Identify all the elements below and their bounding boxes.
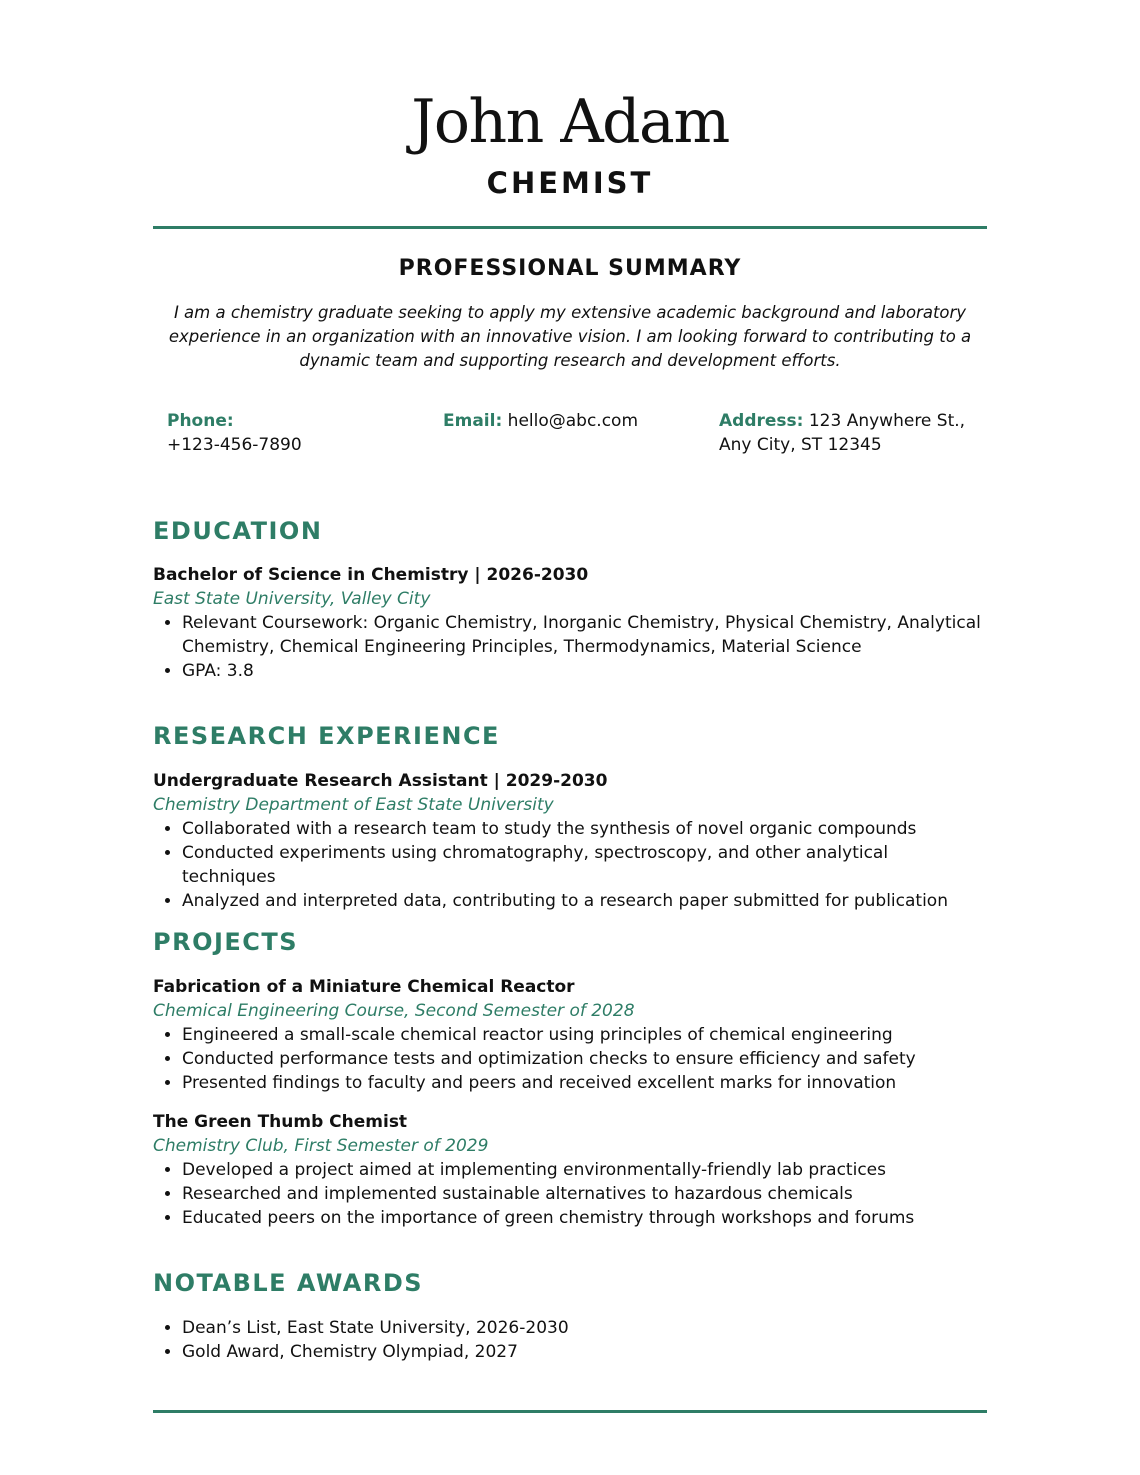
- awards-entry: [153, 1316, 987, 1364]
- education-bullets: [153, 611, 987, 683]
- footer-divider: [153, 1410, 987, 1413]
- list-item: • Conducted performance tests and optimization checks to ensure efficiency and safety: [182, 1047, 987, 1071]
- project-entry: [153, 975, 987, 1095]
- contact-info: [167, 409, 987, 461]
- project-bullets: [153, 1158, 987, 1230]
- project-bullets: [153, 1023, 987, 1095]
- list-item: • Conducted experiments using chromatography, spectroscopy, and other analytical techniques: [182, 841, 987, 889]
- phone-value: +123-456-7890: [167, 435, 302, 455]
- school-name: East State University, Valley City: [153, 589, 431, 609]
- project-entry: [153, 1110, 987, 1230]
- education-heading: EDUCATION: [153, 517, 323, 545]
- research-bullets: [153, 817, 987, 913]
- list-item: • Presented findings to faculty and peers and received excellent marks for innovation: [182, 1071, 987, 1095]
- projects-heading: PROJECTS: [153, 928, 299, 956]
- list-item: • GPA: 3.8: [182, 659, 987, 683]
- contact-phone: [167, 409, 427, 457]
- list-item: • Collaborated with a research team to study the synthesis of novel organic compounds: [182, 817, 987, 841]
- email-label: Email:: [443, 411, 503, 431]
- list-item: • Engineered a small-scale chemical reactor using principles of chemical engineering: [182, 1023, 987, 1047]
- list-item: • Analyzed and interpreted data, contributing to a research paper submitted for publication: [182, 889, 987, 913]
- project-name: Fabrication of a Miniature Chemical Reactor: [153, 977, 575, 997]
- contact-address: [719, 409, 987, 457]
- header-divider: [153, 226, 987, 229]
- research-position: Undergraduate Research Assistant | 2029-2030: [153, 771, 608, 791]
- address-label: Address:: [719, 411, 804, 431]
- list-item: • Developed a project aimed at implementing environmentally-friendly lab practices: [182, 1158, 987, 1182]
- email-value: hello@abc.com: [507, 411, 639, 431]
- candidate-role: CHEMIST: [486, 166, 654, 200]
- summary-heading: PROFESSIONAL SUMMARY: [398, 256, 742, 281]
- project-context: Chemical Engineering Course, Second Semester of 2028: [153, 1001, 635, 1021]
- summary-text: I am a chemistry graduate seeking to apply my extensive academic background and laboratory experience in an organization with an innovative vision. I am looking forward to contributing to a dynamic team and supporting research and development efforts.: [168, 303, 972, 370]
- awards-bullets: [153, 1316, 987, 1364]
- degree-title: Bachelor of Science in Chemistry | 2026-2030: [153, 565, 589, 585]
- list-item: • Relevant Coursework: Organic Chemistry, Inorganic Chemistry, Physical Chemistry, Analytical Chemistry, Chemical Engineering Principles, Thermodynamics, Material Science: [182, 611, 987, 659]
- list-item: • Dean’s List, East State University, 2026-2030: [182, 1316, 987, 1340]
- project-context: Chemistry Club, First Semester of 2029: [153, 1136, 489, 1156]
- address-line-2: Any City, ST 12345: [719, 435, 882, 455]
- project-name: The Green Thumb Chemist: [153, 1112, 408, 1132]
- list-item: • Researched and implemented sustainable alternatives to hazardous chemicals: [182, 1182, 987, 1206]
- awards-heading: NOTABLE AWARDS: [153, 1269, 424, 1297]
- education-entry: [153, 563, 987, 683]
- contact-email: [443, 409, 703, 433]
- list-item: • Gold Award, Chemistry Olympiad, 2027: [182, 1340, 987, 1364]
- research-heading: RESEARCH EXPERIENCE: [153, 722, 500, 750]
- research-org: Chemistry Department of East State University: [153, 795, 554, 815]
- phone-label: Phone:: [167, 411, 234, 431]
- address-line-1: 123 Anywhere St.,: [808, 411, 966, 431]
- research-entry: [153, 769, 987, 913]
- candidate-name: John Adam: [411, 87, 729, 157]
- list-item: • Educated peers on the importance of green chemistry through workshops and forums: [182, 1206, 987, 1230]
